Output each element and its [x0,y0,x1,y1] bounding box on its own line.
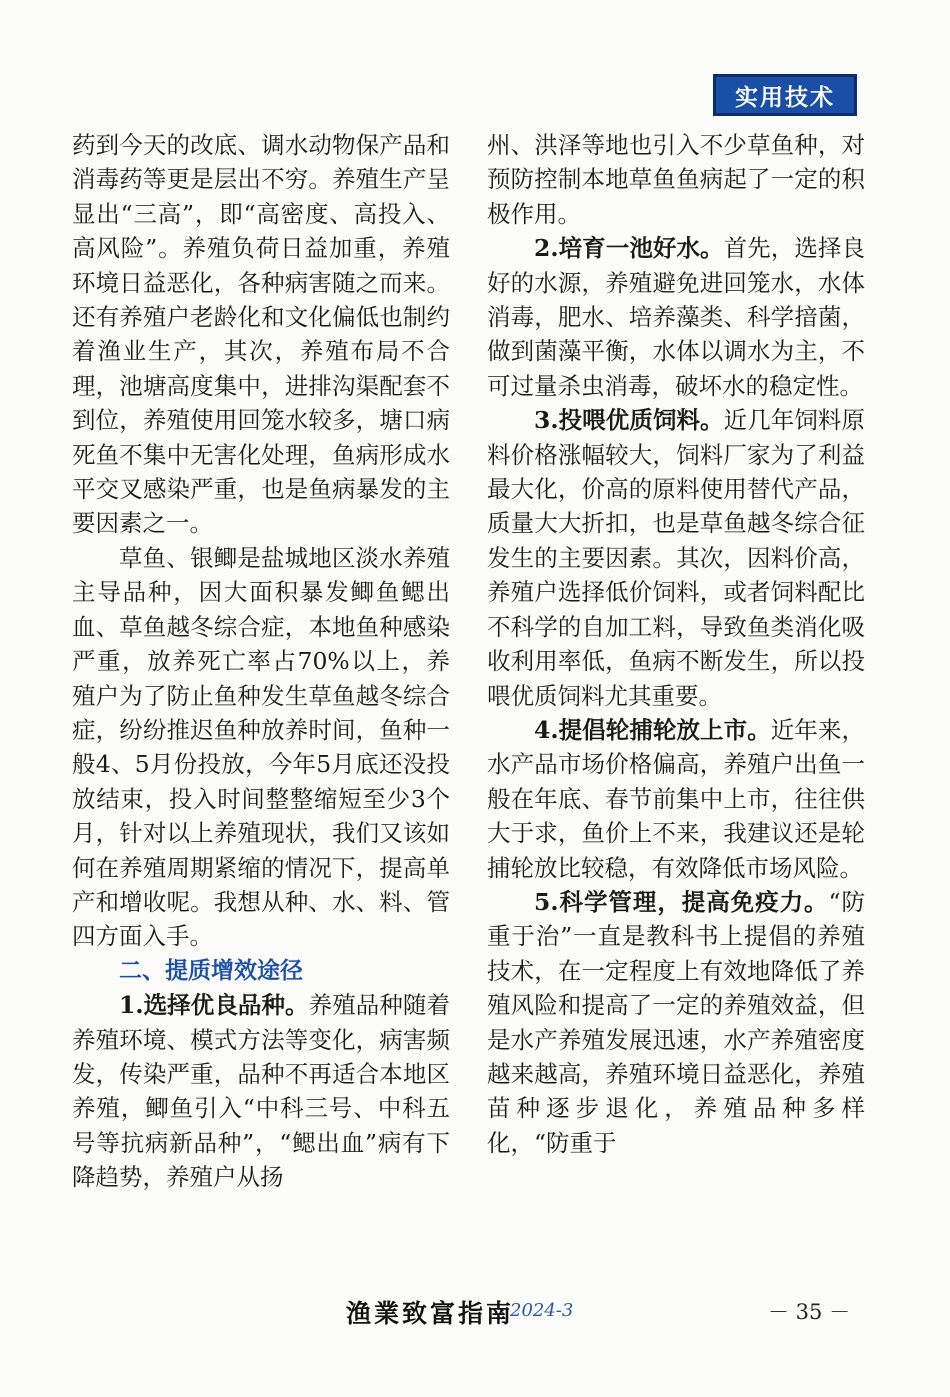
paragraph-body: 首先，选择良好的水源，养殖避免进回笼水，水体消毒，肥水、培养藻类、科学揞菌，做到菌藻平衡，水体以调水为主，不可过量杀虫消毒，破坏水的稳定性。 [487,234,865,400]
paragraph [487,403,865,713]
section-tag: 实用技术 [713,74,857,116]
right-column [487,128,865,1160]
journal-title: 渔業致富指南 [346,1299,515,1328]
paragraph-body: 养殖品种随着养殖环境、模式方法等变化，病害频发，传染严重，品种不再适合本地区养殖，鲫鱼引入“中科三号、中科五号等抗病新品种”，“鳃出血”病有下降趋势，养殖户从扬 [72,991,450,1192]
paragraph-body: 近年来，水产品市场价格偏高，养殖户出鱼一般在年底、春节前集中上市，往往供大于求，鱼价上不来，我建议还是轮捕轮放比较稳，有效降低市场风险。 [487,715,865,882]
section-heading: 二、提质增效途径 [119,957,303,984]
paragraph: 州、洪泽等地也引入不少草鱼种，对预防控制本地草鱼鱼病起了一定的积极作用。 [487,131,865,228]
paragraph: 草鱼、银鲫是盐城地区淡水养殖主导品种，因大面积暴发鲫鱼鳃出血、草鱼越冬综合症，本地鱼种感染严重，放养死亡率占70%以上，养殖户为了防止鱼种发生草鱼越冬综合症，纷纷推迟鱼种放养时间，鱼种一般4、5月份投放，今年5月底还没投放结束，投入时间整整缩短至少3个月，针对以上养殖现状，我们又该如何在养殖周期紧缩的情况下，提高单产和增收呢。我想从种、水、料、管四方面入手。 [72,543,450,951]
page-footer [0,1290,950,1330]
paragraph-lead: 1.选择优良品种。 [119,991,309,1020]
paragraph: 药到今天的改底、调水动物保产品和消毒药等更是层出不穷。养殖生产呈显出“三高”，即“高密度、高投入、高风险”。养殖负荷日益加重，养殖环境日益恶化，各种病害随之而来。还有养殖户老龄化和文化偏低也制约着渔业生产，其次，养殖布局不合理，池塘高度集中，进排沟渠配套不到位，养殖使用回笼水较多，塘口病死鱼不集中无害化处理，鱼病形成水平交叉感染严重，也是鱼病暴发的主要因素之一。 [72,131,450,538]
paragraph [487,231,865,403]
paragraph-body: “防重于治”一直是教科书上提倡的养殖技术，在一定程度上有效地降低了养殖风险和提高了一定的养殖效益，但是水产养殖发展迅速，水产养殖密度越来越高，养殖环境日益恶化，养殖苗种逐步退化，养殖品种多样化，“防重于 [487,887,865,1157]
paragraph [72,988,450,1194]
page-number: － 35 － [768,1300,851,1324]
paragraph [487,713,865,885]
paragraph-body: 近几年饲料原料价格涨幅较大，饲料厂家为了利益最大化，价高的原料使用替代产品，质量大大折扣，也是草鱼越冬综合征发生的主要因素。其次，因料价高，养殖户选择低价饲料，或者饲料配比不科学的自加工料，导致鱼类消化吸收利用率低，鱼病不断发生，所以投喂优质饲料尤其重要。 [487,406,865,710]
issue-number: 2024-3 [510,1300,574,1321]
paragraph-lead: 3.投喂优质饲料。 [534,406,724,435]
paragraph [487,885,865,1160]
left-column [72,128,450,1195]
paragraph-lead: 5.科学管理，提高免疫力。 [534,887,829,916]
paragraph-lead: 2.培育一池好水。 [534,234,724,263]
paragraph-lead: 4.提倡轮捕轮放上市。 [534,715,771,744]
